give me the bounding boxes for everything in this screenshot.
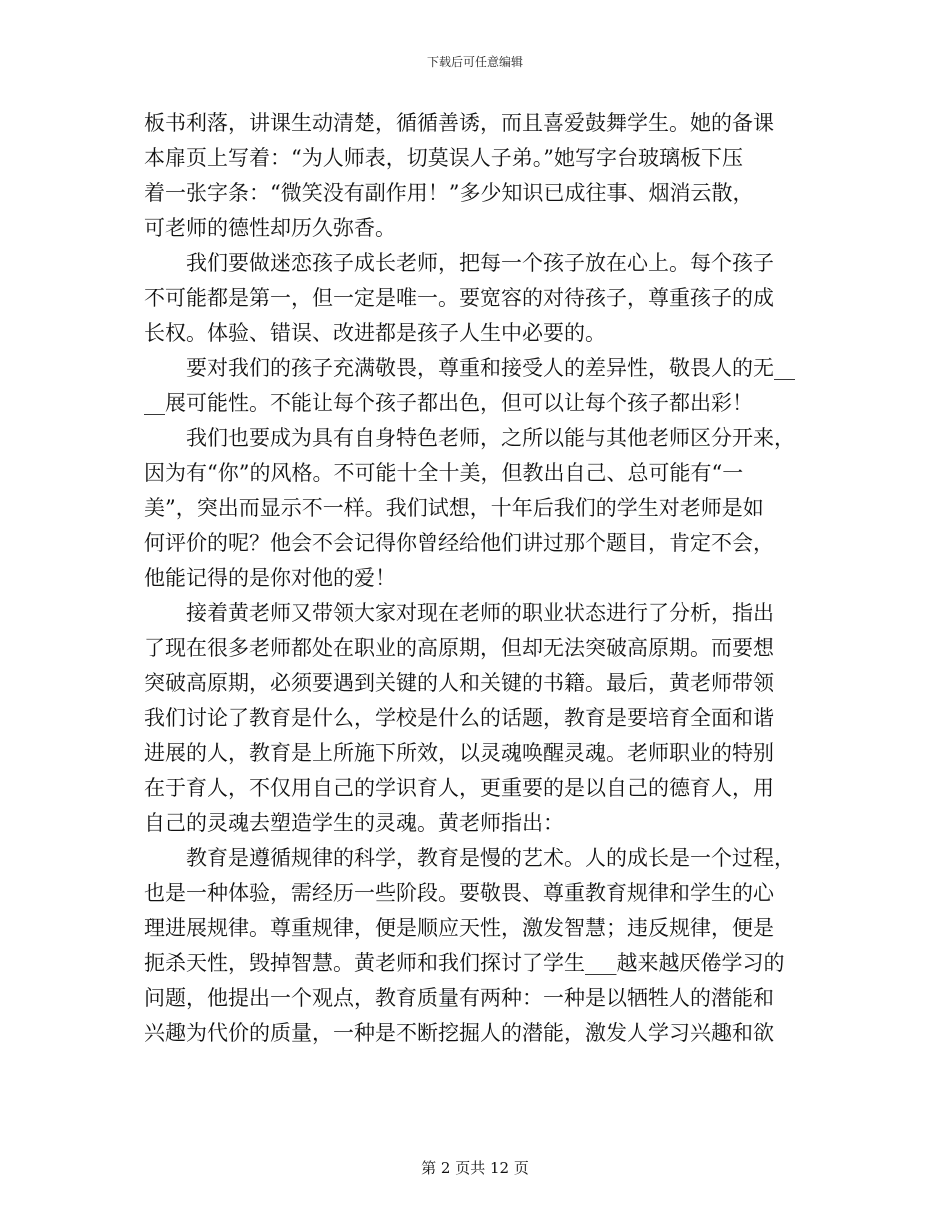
text-line: 可老师的德性却历久弥香。 — [144, 216, 396, 240]
text-line: 长权。体验、错误、改进都是孩子人生中必要的。 — [144, 321, 606, 345]
text-line: 因为有“你”的风格。不可能十全十美，但教出自己、总可能有“一 — [144, 461, 744, 485]
text-line: 接着黄老师又带领大家对现在老师的职业状态进行了分析，指出 — [144, 601, 774, 625]
text-line: 突破高原期，必须要遇到关键的人和关键的书籍。最后，黄老师带领 — [144, 671, 774, 695]
text-line: 不可能都是第一，但一定是唯一。要宽容的对待孩子，尊重孩子的成 — [144, 286, 774, 310]
text-line: 着一张字条：“微笑没有副作用！”多少知识已成往事、烟消云散， — [144, 181, 754, 205]
page-number: 第 2 页共 12 页 — [421, 1159, 529, 1177]
page-header: 下载后可任意编辑 — [426, 55, 523, 69]
text-line: 教育是遵循规律的科学，教育是慢的艺术。人的成长是一个过程， — [144, 846, 795, 870]
text-line: 我们要做迷恋孩子成长老师，把每一个孩子放在心上。每个孩子 — [144, 251, 774, 275]
text-line: 问题，他提出一个观点，教育质量有两种：一种是以牺牲人的潜能和 — [144, 986, 774, 1010]
text-line: 我们也要成为具有自身特色老师，之所以能与其他老师区分开来， — [144, 426, 795, 450]
text-line: 进展的人，教育是上所施下所效，以灵魂唤醒灵魂。老师职业的特别 — [144, 741, 774, 765]
text-line: 要对我们的孩子充满敬畏，尊重和接受人的差异性，敬畏人的无__ — [144, 356, 795, 380]
text-line: 兴趣为代价的质量，一种是不断挖掘人的潜能，激发人学习兴趣和欲 — [144, 1021, 774, 1045]
text-line: __展可能性。不能让每个孩子都出色，但可以让每个孩子都出彩！ — [144, 391, 753, 415]
text-line: 理进展规律。尊重规律，便是顺应天性，激发智慧；违反规律，便是 — [144, 916, 774, 940]
text-line: 也是一种体验，需经历一些阶段。要敬畏、尊重教育规律和学生的心 — [144, 881, 774, 905]
text-line: 他能记得的是你对他的爱！ — [144, 566, 396, 590]
text-line: 我们讨论了教育是什么，学校是什么的话题，教育是要培育全面和谐 — [144, 706, 774, 730]
text-line: 扼杀天性，毁掉智慧。黄老师和我们探讨了学生___越来越厌倦学习的 — [144, 951, 785, 975]
text-line: 了现在很多老师都处在职业的高原期，但却无法突破高原期。而要想 — [144, 636, 774, 660]
text-line: 美”，突出而显示不一样。我们试想，十年后我们的学生对老师是如 — [144, 496, 764, 520]
text-line: 在于育人，不仅用自己的学识育人，更重要的是以自己的德育人，用 — [144, 776, 774, 800]
document-body — [144, 106, 810, 1051]
text-line: 本扉页上写着：“为人师表，切莫误人子弟。”她写字台玻璃板下压 — [144, 146, 743, 170]
text-line: 自己的灵魂去塑造学生的灵魂。黄老师指出： — [144, 811, 564, 835]
text-line: 何评价的呢？他会不会记得你曾经给他们讲过那个题目，肯定不会， — [144, 531, 774, 555]
text-line: 板书利落，讲课生动清楚，循循善诱，而且喜爱鼓舞学生。她的备课 — [144, 111, 774, 135]
